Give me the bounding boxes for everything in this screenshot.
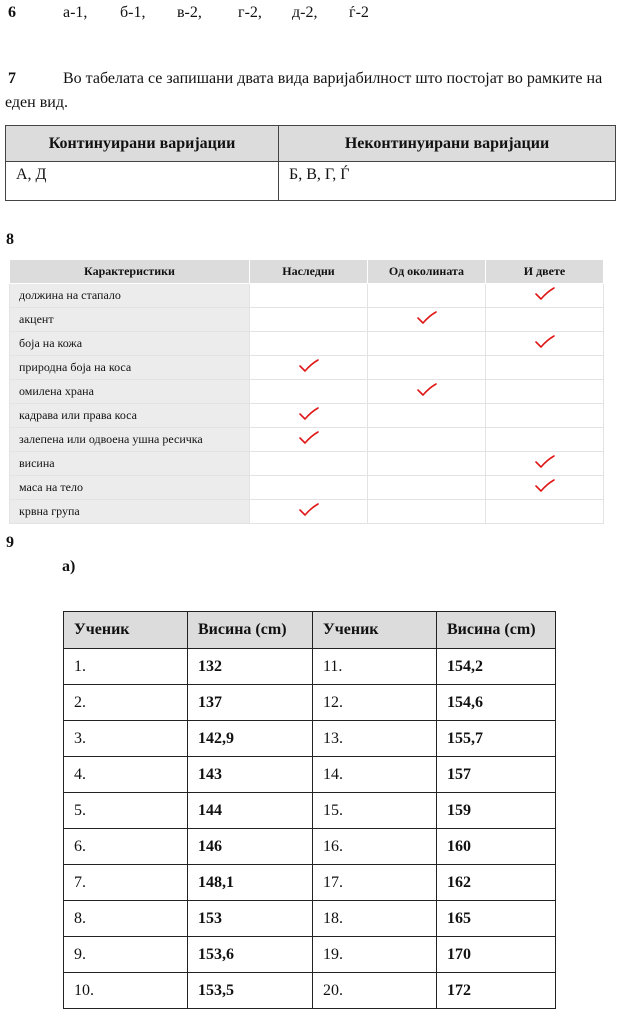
characteristic-label: маса на тело <box>10 476 250 500</box>
header-height: Висина (cm) <box>188 612 313 649</box>
characteristic-row <box>10 356 604 380</box>
student-number: 4. <box>64 757 188 793</box>
table-row <box>64 685 556 721</box>
header-continuous: Континуирани варијации <box>6 126 279 162</box>
header-inherited: Наследни <box>250 260 368 284</box>
mark-cell <box>368 500 486 524</box>
height-value: 148,1 <box>188 865 313 901</box>
characteristic-row <box>10 380 604 404</box>
question-6-number: 6 <box>8 4 16 21</box>
discontinuous-answer: Б, В, Г, Ѓ <box>279 162 616 201</box>
mark-cell <box>250 332 368 356</box>
table-row <box>64 937 556 973</box>
continuous-answer: А, Д <box>6 162 279 201</box>
characteristic-row <box>10 284 604 308</box>
mark-cell <box>486 356 604 380</box>
student-number: 15. <box>313 793 437 829</box>
characteristic-label: висина <box>10 452 250 476</box>
mark-cell <box>368 332 486 356</box>
mark-cell <box>250 356 368 380</box>
table-row <box>64 973 556 1009</box>
student-number: 12. <box>313 685 437 721</box>
checkmark-icon <box>533 334 557 350</box>
table-row <box>64 901 556 937</box>
mark-cell <box>486 452 604 476</box>
checkmark-icon <box>415 382 439 398</box>
characteristic-label: боја на кожа <box>10 332 250 356</box>
mark-cell <box>368 476 486 500</box>
student-number: 18. <box>313 901 437 937</box>
checkmark-icon <box>533 286 557 302</box>
characteristic-row <box>10 452 604 476</box>
student-number: 1. <box>64 649 188 685</box>
height-value: 132 <box>188 649 313 685</box>
student-number: 9. <box>64 937 188 973</box>
height-value: 137 <box>188 685 313 721</box>
checkmark-icon <box>297 430 321 446</box>
checkmark-icon <box>297 358 321 374</box>
characteristic-row <box>10 332 604 356</box>
header-discontinuous: Неконтинуирани варијации <box>279 126 616 162</box>
mark-cell <box>486 500 604 524</box>
mark-cell <box>368 380 486 404</box>
mark-cell <box>486 332 604 356</box>
height-value: 155,7 <box>437 721 556 757</box>
characteristic-row <box>10 500 604 524</box>
header-student: Ученик <box>64 612 188 649</box>
checkmark-icon <box>297 406 321 422</box>
characteristic-label: должина на стапало <box>10 284 250 308</box>
q6-answer: б-1, <box>120 4 146 21</box>
height-value: 153,5 <box>188 973 313 1009</box>
mark-cell <box>368 428 486 452</box>
characteristic-label: акцент <box>10 308 250 332</box>
height-value: 160 <box>437 829 556 865</box>
q6-answer: г-2, <box>238 4 262 21</box>
mark-cell <box>486 404 604 428</box>
student-number: 16. <box>313 829 437 865</box>
characteristic-row <box>10 476 604 500</box>
student-number: 3. <box>64 721 188 757</box>
height-value: 154,2 <box>437 649 556 685</box>
mark-cell <box>250 476 368 500</box>
table-row <box>64 793 556 829</box>
question-9-number: 9 <box>6 534 14 551</box>
height-value: 142,9 <box>188 721 313 757</box>
header-characteristics: Карактеристики <box>10 260 250 284</box>
characteristic-label: залепена или одвоена ушна ресичка <box>10 428 250 452</box>
student-number: 8. <box>64 901 188 937</box>
q6-answer: ѓ-2 <box>349 4 369 21</box>
student-number: 2. <box>64 685 188 721</box>
height-value: 157 <box>437 757 556 793</box>
variation-table <box>5 125 616 201</box>
question-7-number: 7 <box>8 70 16 87</box>
characteristic-label: омилена храна <box>10 380 250 404</box>
characteristic-row <box>10 428 604 452</box>
mark-cell <box>486 476 604 500</box>
checkmark-icon <box>415 310 439 326</box>
characteristic-label: крвна група <box>10 500 250 524</box>
mark-cell <box>368 404 486 428</box>
height-value: 159 <box>437 793 556 829</box>
height-value: 165 <box>437 901 556 937</box>
height-table <box>63 611 556 1009</box>
checkmark-icon <box>533 478 557 494</box>
table-row <box>64 865 556 901</box>
mark-cell <box>368 284 486 308</box>
mark-cell <box>368 452 486 476</box>
mark-cell <box>368 356 486 380</box>
mark-cell <box>486 380 604 404</box>
mark-cell <box>486 284 604 308</box>
checkmark-icon <box>533 454 557 470</box>
question-7-text: Во табелата се запишани двата вида варијабилност што постојат во рамките на еден вид. <box>5 70 603 111</box>
q6-answer: в-2, <box>177 4 202 21</box>
characteristics-table <box>9 259 604 524</box>
table-row <box>64 649 556 685</box>
student-number: 7. <box>64 865 188 901</box>
mark-cell <box>368 308 486 332</box>
characteristic-label: природна боја на коса <box>10 356 250 380</box>
student-number: 11. <box>313 649 437 685</box>
q6-answer: а-1, <box>63 4 88 21</box>
student-number: 13. <box>313 721 437 757</box>
table-row <box>64 757 556 793</box>
height-value: 172 <box>437 973 556 1009</box>
question-9a-label: а) <box>62 558 76 575</box>
height-value: 154,6 <box>437 685 556 721</box>
student-number: 20. <box>313 973 437 1009</box>
q6-answer: д-2, <box>292 4 318 21</box>
mark-cell <box>250 428 368 452</box>
height-value: 143 <box>188 757 313 793</box>
header-both: И двете <box>486 260 604 284</box>
height-value: 146 <box>188 829 313 865</box>
height-value: 162 <box>437 865 556 901</box>
mark-cell <box>250 380 368 404</box>
student-number: 5. <box>64 793 188 829</box>
mark-cell <box>250 404 368 428</box>
height-value: 153,6 <box>188 937 313 973</box>
student-number: 14. <box>313 757 437 793</box>
height-value: 170 <box>437 937 556 973</box>
height-value: 144 <box>188 793 313 829</box>
question-8-number: 8 <box>6 231 14 248</box>
checkmark-icon <box>297 502 321 518</box>
header-student: Ученик <box>313 612 437 649</box>
student-number: 19. <box>313 937 437 973</box>
table-row <box>64 829 556 865</box>
characteristic-row <box>10 404 604 428</box>
student-number: 17. <box>313 865 437 901</box>
height-value: 153 <box>188 901 313 937</box>
header-height: Висина (cm) <box>437 612 556 649</box>
mark-cell <box>250 284 368 308</box>
mark-cell <box>250 308 368 332</box>
table-row <box>64 721 556 757</box>
mark-cell <box>250 500 368 524</box>
student-number: 6. <box>64 829 188 865</box>
header-environment: Од околината <box>368 260 486 284</box>
characteristic-label: кадрава или права коса <box>10 404 250 428</box>
mark-cell <box>250 452 368 476</box>
student-number: 10. <box>64 973 188 1009</box>
mark-cell <box>486 428 604 452</box>
mark-cell <box>486 308 604 332</box>
characteristic-row <box>10 308 604 332</box>
